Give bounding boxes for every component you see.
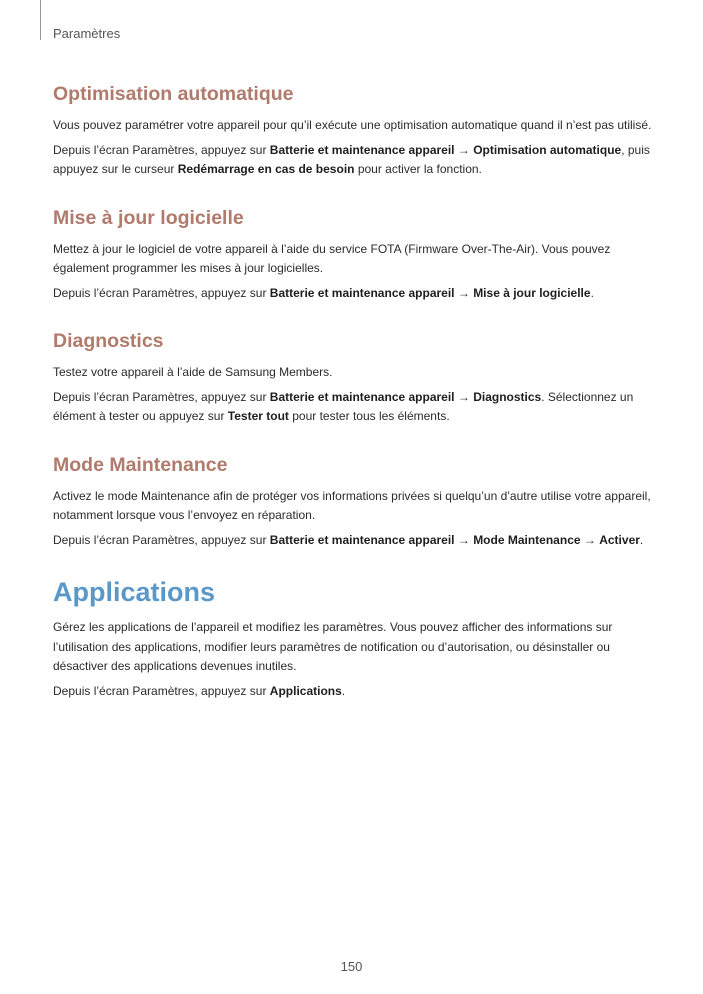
bold-term: Mise à jour logicielle [473, 285, 591, 300]
text-run: Depuis l’écran Paramètres, appuyez sur [53, 389, 270, 404]
bold-term: Batterie et maintenance appareil [269, 532, 455, 547]
section-mode-maintenance [53, 453, 653, 551]
text-run: pour tester tous les éléments. [288, 409, 450, 423]
text-run: Mettez à jour le logiciel de votre appareil à l’aide du service FOTA (Firmware Over-The-Air). Vous pouvez également programmer les mises à jour logicielles. [53, 241, 611, 275]
paragraph [53, 116, 653, 136]
section-optimisation-automatique [53, 82, 653, 180]
paragraph [53, 682, 653, 702]
text-run: Depuis l’écran Paramètres, appuyez sur [53, 683, 270, 698]
bold-term: Mode Maintenance [473, 532, 581, 547]
text-run: . [590, 285, 594, 300]
text-run: Depuis l’écran Paramètres, appuyez sur [53, 285, 270, 300]
paragraph [53, 531, 653, 551]
paragraph [53, 618, 653, 677]
page-number: 150 [340, 959, 363, 974]
paragraph [53, 363, 653, 383]
bold-term: Batterie et maintenance appareil [269, 142, 455, 157]
text-run: . Sélectionnez un élément à tester ou appuyez sur [53, 389, 634, 423]
section-heading: Mode Maintenance [53, 453, 228, 476]
bold-term: Batterie et maintenance appareil [269, 389, 455, 404]
text-run: Testez votre appareil à l’aide de Samsung Members. [53, 365, 333, 379]
text-run: Vous pouvez paramétrer votre appareil pour qu’il exécute une optimisation automatique quand il n’est pas utilisé. [53, 118, 652, 132]
bold-term: Applications [269, 683, 342, 698]
paragraph [53, 141, 653, 180]
section-heading: Optimisation automatique [53, 83, 294, 105]
text-run: pour activer la fonction. [354, 162, 482, 176]
section-heading: Mise à jour logicielle [53, 206, 244, 229]
paragraph [53, 284, 653, 304]
section-mise-a-jour-logicielle [53, 206, 653, 304]
paragraph [53, 487, 653, 526]
bold-term: Activer [599, 532, 640, 547]
text-run: . [639, 532, 644, 547]
header-corner-rule [40, 0, 41, 40]
section-applications [53, 576, 653, 701]
text-run: → [454, 532, 474, 547]
text-run: Depuis l’écran Paramètres, appuyez sur [53, 142, 270, 157]
running-header: Paramètres [53, 26, 121, 41]
chapter-heading: Applications [53, 577, 216, 607]
page-content [53, 82, 653, 727]
text-run: , puis appuyez sur le curseur [53, 142, 650, 176]
text-run: Gérez les applications de l’appareil et modifiez les paramètres. Vous pouvez afficher des informations sur l’utilisation des applications, modifier leurs paramètres de notification ou d’autorisation, ou désinstaller ou désactiver des applications devenues inutiles. [53, 620, 613, 673]
bold-term: Optimisation automatique [473, 142, 622, 157]
section-diagnostics [53, 329, 653, 427]
text-run: → [454, 389, 474, 404]
text-run: Depuis l’écran Paramètres, appuyez sur [53, 532, 270, 547]
paragraph [53, 388, 653, 427]
bold-term: Tester tout [227, 409, 289, 423]
paragraph [53, 240, 653, 279]
text-run: → [454, 285, 474, 300]
text-run: → [580, 532, 600, 547]
bold-term: Redémarrage en cas de besoin [177, 162, 355, 176]
text-run: Activez le mode Maintenance afin de protéger vos informations privées si quelqu’un d’autre utilise votre appareil, notamment lorsque vous l’envoyez en réparation. [53, 488, 651, 522]
bold-term: Diagnostics [473, 389, 542, 404]
section-heading: Diagnostics [53, 330, 164, 352]
text-run: . [341, 683, 346, 698]
text-run: → [454, 142, 474, 157]
bold-term: Batterie et maintenance appareil [269, 285, 455, 300]
